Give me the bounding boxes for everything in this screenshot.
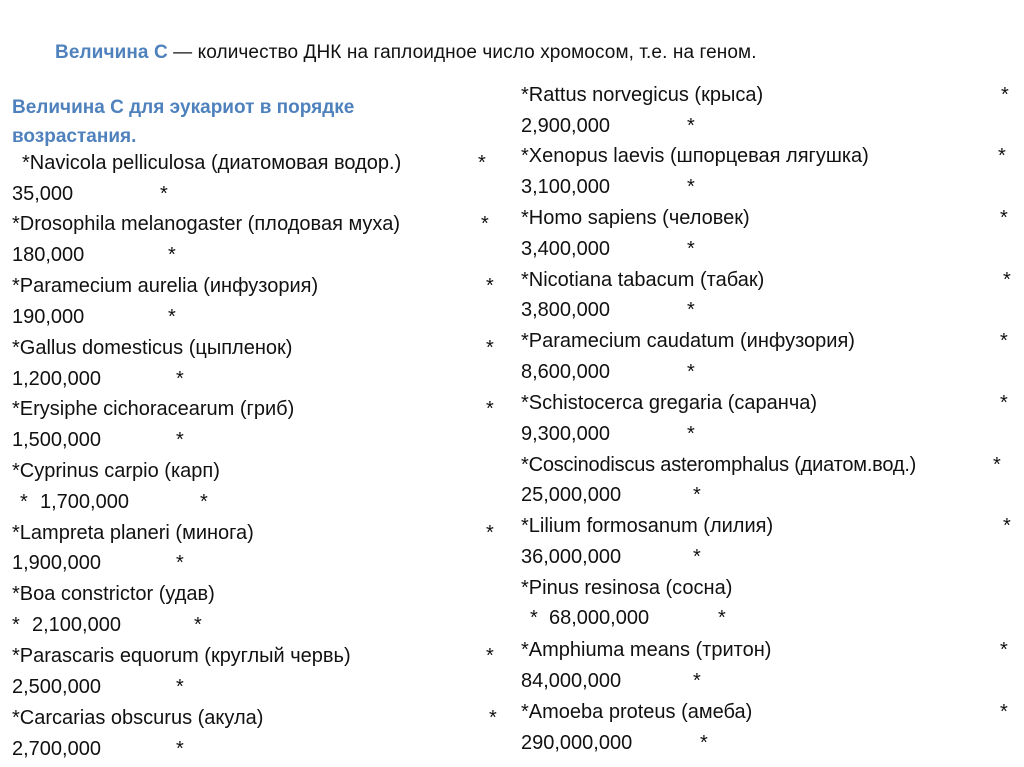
asterisk-marker: * [687,176,695,198]
left-item-3-value: 190,000 [12,306,85,328]
left-item-10-name: *Carcarias obscurus (акула) [12,707,264,729]
title-definition: — количество ДНК на гаплоидное число хромосом, т.е. на геном. [167,42,757,63]
right-item-1-value: 2,900,000 [521,115,610,137]
left-item-5-name: *Erysiphe cichoracearum (гриб) [12,398,295,420]
asterisk-marker: * [478,152,486,174]
asterisk-marker: * [168,244,176,266]
left-item-10-value: 2,700,000 [12,738,101,760]
right-item-3-name: *Homo sapiens (человек) [521,207,750,229]
asterisk-marker: * [20,491,28,513]
asterisk-marker: * [200,491,208,513]
asterisk-marker: * [530,607,538,629]
right-item-8-value: 36,000,000 [521,546,622,568]
left-item-7-name: *Lampreta planeri (минога) [12,522,254,544]
asterisk-marker: * [486,645,494,667]
asterisk-marker: * [486,275,494,297]
asterisk-marker: * [718,607,726,629]
left-item-4-value: 1,200,000 [12,368,101,390]
right-item-4-name: *Nicotiana tabacum (табак) [521,269,765,291]
right-item-2-value: 3,100,000 [521,176,610,198]
right-item-11-value: 290,000,000 [521,732,633,754]
asterisk-marker: * [1001,84,1009,106]
right-item-8-name: *Lilium formosanum (лилия) [521,515,774,537]
asterisk-marker: * [176,368,184,390]
left-item-4-name: *Gallus domesticus (цыпленок) [12,337,293,359]
right-item-2-name: *Xenopus laevis (шпорцевая лягушка) [521,145,869,167]
left-item-1-value: 35,000 [12,183,74,205]
asterisk-marker: * [486,337,494,359]
asterisk-marker: * [176,738,184,760]
right-item-3-value: 3,400,000 [521,238,610,260]
asterisk-marker: * [1000,330,1008,352]
right-item-7-name: *Coscinodiscus asteromphalus (диатом.вод.) [521,454,917,476]
asterisk-marker: * [168,306,176,328]
left-item-8-name: *Boa constrictor (удав) [12,583,215,605]
slide-title [55,42,757,64]
right-item-9-name: *Pinus resinosa (сосна) [521,577,733,599]
asterisk-marker: * [687,423,695,445]
left-item-1-name: *Navicola pelliculosa (диатомовая водор.) [22,152,402,174]
left-item-2-value: 180,000 [12,244,85,266]
asterisk-marker: * [993,454,1001,476]
asterisk-marker: * [1000,207,1008,229]
left-item-7-value: 1,900,000 [12,552,101,574]
left-item-6-value: 1,700,000 [40,491,129,513]
asterisk-marker: * [700,732,708,754]
right-item-6-name: *Schistocerca gregaria (саранча) [521,392,818,414]
right-item-9-value: 68,000,000 [549,607,650,629]
asterisk-marker: * [486,522,494,544]
asterisk-marker: * [481,213,489,235]
asterisk-marker: * [687,115,695,137]
asterisk-marker: * [693,670,701,692]
right-item-4-value: 3,800,000 [521,299,610,321]
right-item-10-value: 84,000,000 [521,670,622,692]
asterisk-marker: * [687,361,695,383]
title-term: Величина С [55,42,168,63]
left-item-3-name: *Paramecium aurelia (инфузория) [12,275,319,297]
right-item-5-name: *Paramecium caudatum (инфузория) [521,330,855,352]
asterisk-marker: * [160,183,168,205]
asterisk-marker: * [687,299,695,321]
asterisk-marker: * [176,676,184,698]
asterisk-marker: * [176,552,184,574]
asterisk-marker: * [1000,701,1008,723]
asterisk-marker: * [1003,515,1011,537]
right-item-5-value: 8,600,000 [521,361,610,383]
left-item-9-value: 2,500,000 [12,676,101,698]
left-item-6-name: *Cyprinus carpio (карп) [12,460,220,482]
asterisk-marker: * [176,429,184,451]
asterisk-marker: * [194,614,202,636]
asterisk-marker: * [998,145,1006,167]
right-item-1-name: *Rattus norvegicus (крыса) [521,84,764,106]
asterisk-marker: * [1000,639,1008,661]
list-subheading: Величина С для эукариот в порядке возрастания. [12,97,355,147]
right-item-10-name: *Amphiuma means (тритон) [521,639,772,661]
left-item-2-name: *Drosophila melanogaster (плодовая муха) [12,213,400,235]
asterisk-marker: * [489,707,497,729]
right-item-11-name: *Amoeba proteus (амеба) [521,701,753,723]
left-item-5-value: 1,500,000 [12,429,101,451]
asterisk-marker: * [693,546,701,568]
asterisk-marker: * [1000,392,1008,414]
asterisk-marker: * [693,484,701,506]
asterisk-marker: * [687,238,695,260]
right-item-6-value: 9,300,000 [521,423,610,445]
asterisk-marker: * [12,614,20,636]
left-item-9-name: *Parascaris equorum (круглый червь) [12,645,351,667]
right-item-7-value: 25,000,000 [521,484,622,506]
asterisk-marker: * [1003,269,1011,291]
asterisk-marker: * [486,398,494,420]
left-item-8-value: 2,100,000 [32,614,121,636]
